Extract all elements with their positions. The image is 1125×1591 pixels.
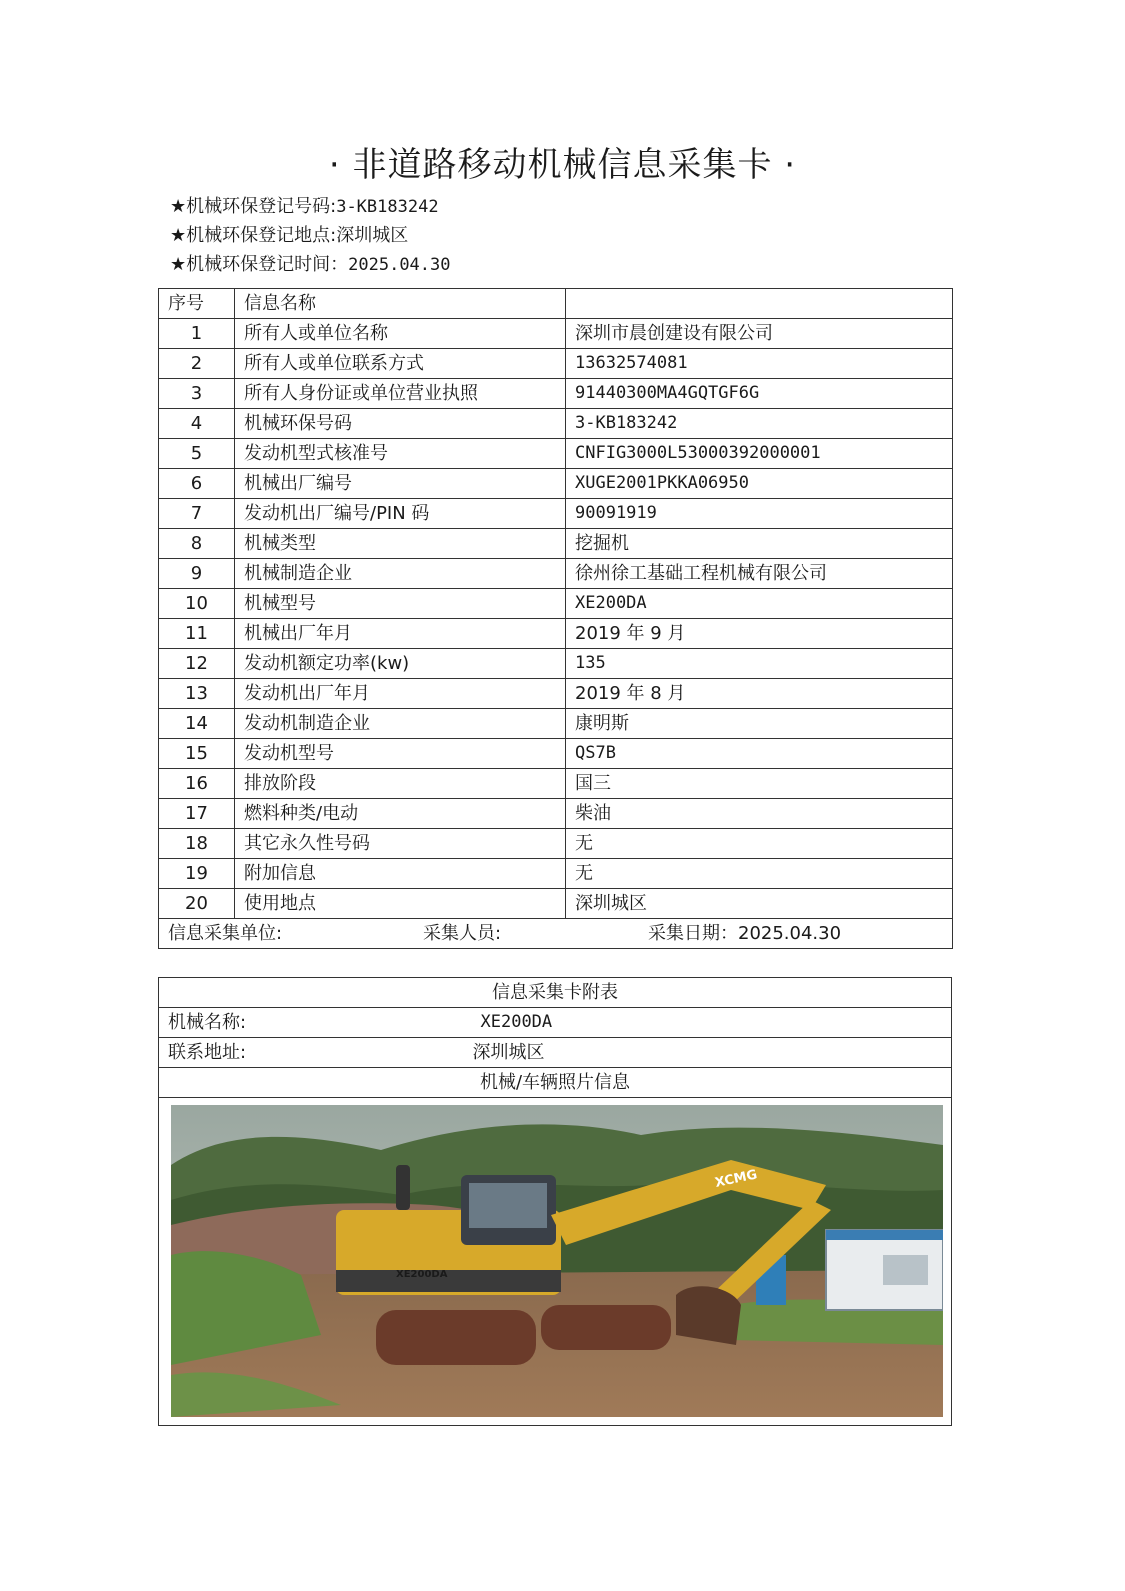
page-title: · 非道路移动机械信息采集卡 · <box>328 145 797 185</box>
registration-number-label: ★机械环保登记号码: <box>170 196 337 217</box>
row-field-name: 发动机出厂年月 <box>235 679 566 709</box>
row-field-name: 发动机额定功率(kw) <box>235 649 566 679</box>
machine-name-value: XE200DA <box>480 1012 553 1032</box>
row-field-value: 国三 <box>566 769 953 799</box>
table-row <box>159 679 953 709</box>
row-field-name: 机械型号 <box>235 589 566 619</box>
row-field-name: 所有人或单位联系方式 <box>235 349 566 379</box>
row-field-value: XE200DA <box>566 589 953 619</box>
row-field-name: 排放阶段 <box>235 769 566 799</box>
row-field-value: 无 <box>566 859 953 889</box>
collection-unit-label: 信息采集单位: <box>168 923 283 944</box>
row-number: 9 <box>159 559 235 589</box>
row-number: 4 <box>159 409 235 439</box>
table-row <box>159 799 953 829</box>
row-field-name: 机械环保号码 <box>235 409 566 439</box>
registration-time-value: 2025.04.30 <box>348 255 451 275</box>
table-row <box>159 619 953 649</box>
row-number: 3 <box>159 379 235 409</box>
table-row <box>159 319 953 349</box>
row-field-value: 3-KB183242 <box>566 409 953 439</box>
row-field-value: 2019 年 9 月 <box>566 619 953 649</box>
machine-name-label: 机械名称: <box>168 1012 247 1033</box>
row-number: 1 <box>159 319 235 349</box>
row-number: 20 <box>159 889 235 919</box>
row-number: 19 <box>159 859 235 889</box>
registration-time <box>170 252 451 278</box>
address-label: 联系地址: <box>168 1042 247 1063</box>
table-row <box>159 409 953 439</box>
info-table <box>158 288 953 949</box>
table-row <box>159 499 953 529</box>
row-field-value: 徐州徐工基础工程机械有限公司 <box>566 559 953 589</box>
row-field-value: 挖掘机 <box>566 529 953 559</box>
machine-name-row <box>159 1008 952 1038</box>
row-field-name: 发动机出厂编号/PIN 码 <box>235 499 566 529</box>
row-number: 2 <box>159 349 235 379</box>
address-value: 深圳城区 <box>472 1042 545 1063</box>
header-value <box>566 289 953 319</box>
row-field-name: 发动机型式核准号 <box>235 439 566 469</box>
table-row <box>159 469 953 499</box>
row-field-name: 发动机型号 <box>235 739 566 769</box>
row-field-value: 135 <box>566 649 953 679</box>
header-number: 序号 <box>159 289 235 319</box>
address-row <box>159 1038 952 1068</box>
photo-model-text: XE200DA <box>396 1269 448 1280</box>
table-row <box>159 349 953 379</box>
row-field-name: 燃料种类/电动 <box>235 799 566 829</box>
table-row <box>159 709 953 739</box>
registration-number-value: 3-KB183242 <box>336 197 439 217</box>
attachment-title: 信息采集卡附表 <box>159 978 952 1008</box>
registration-time-label: ★机械环保登记时间： <box>170 254 349 275</box>
registration-place <box>170 223 408 249</box>
row-field-name: 所有人身份证或单位营业执照 <box>235 379 566 409</box>
collection-date: 采集日期：2025.04.30 <box>648 923 842 944</box>
row-field-name: 机械出厂年月 <box>235 619 566 649</box>
row-field-name: 机械制造企业 <box>235 559 566 589</box>
row-number: 5 <box>159 439 235 469</box>
table-row <box>159 649 953 679</box>
collector-label: 采集人员: <box>423 923 502 944</box>
table-row <box>159 859 953 889</box>
row-field-value: 无 <box>566 829 953 859</box>
table-row <box>159 829 953 859</box>
row-field-value: CNFIG3000L53000392000001 <box>566 439 953 469</box>
table-row <box>159 589 953 619</box>
row-number: 14 <box>159 709 235 739</box>
row-field-value: XUGE2001PKKA06950 <box>566 469 953 499</box>
collection-footer-row <box>159 919 953 949</box>
row-field-value: QS7B <box>566 739 953 769</box>
row-number: 11 <box>159 619 235 649</box>
row-field-value: 13632574081 <box>566 349 953 379</box>
row-field-value: 康明斯 <box>566 709 953 739</box>
photo-cell <box>159 1098 952 1426</box>
row-field-name: 使用地点 <box>235 889 566 919</box>
row-number: 16 <box>159 769 235 799</box>
row-number: 18 <box>159 829 235 859</box>
row-number: 13 <box>159 679 235 709</box>
header-name: 信息名称 <box>235 289 566 319</box>
row-number: 8 <box>159 529 235 559</box>
row-field-name: 附加信息 <box>235 859 566 889</box>
table-row <box>159 889 953 919</box>
row-field-value: 90091919 <box>566 499 953 529</box>
row-field-name: 机械出厂编号 <box>235 469 566 499</box>
attachment-table <box>158 977 952 1426</box>
table-row <box>159 559 953 589</box>
registration-place-label: ★机械环保登记地点: <box>170 225 337 246</box>
row-field-name: 其它永久性号码 <box>235 829 566 859</box>
table-row <box>159 739 953 769</box>
photo-brand-text: XCMG <box>713 1167 759 1191</box>
row-field-value: 深圳市晨创建设有限公司 <box>566 319 953 349</box>
row-number: 15 <box>159 739 235 769</box>
row-number: 7 <box>159 499 235 529</box>
row-number: 10 <box>159 589 235 619</box>
row-field-name: 发动机制造企业 <box>235 709 566 739</box>
registration-place-value: 深圳城区 <box>336 225 409 246</box>
table-row <box>159 529 953 559</box>
excavator-photo <box>171 1105 943 1417</box>
row-number: 12 <box>159 649 235 679</box>
row-field-value: 2019 年 8 月 <box>566 679 953 709</box>
table-row <box>159 769 953 799</box>
row-field-value: 深圳城区 <box>566 889 953 919</box>
row-field-value: 91440300MA4GQTGF6G <box>566 379 953 409</box>
row-field-name: 所有人或单位名称 <box>235 319 566 349</box>
row-number: 6 <box>159 469 235 499</box>
row-number: 17 <box>159 799 235 829</box>
table-row <box>159 379 953 409</box>
photo-label: 机械/车辆照片信息 <box>159 1068 952 1098</box>
table-header-row <box>159 289 953 319</box>
registration-number <box>170 194 439 220</box>
table-row <box>159 439 953 469</box>
row-field-value: 柴油 <box>566 799 953 829</box>
row-field-name: 机械类型 <box>235 529 566 559</box>
